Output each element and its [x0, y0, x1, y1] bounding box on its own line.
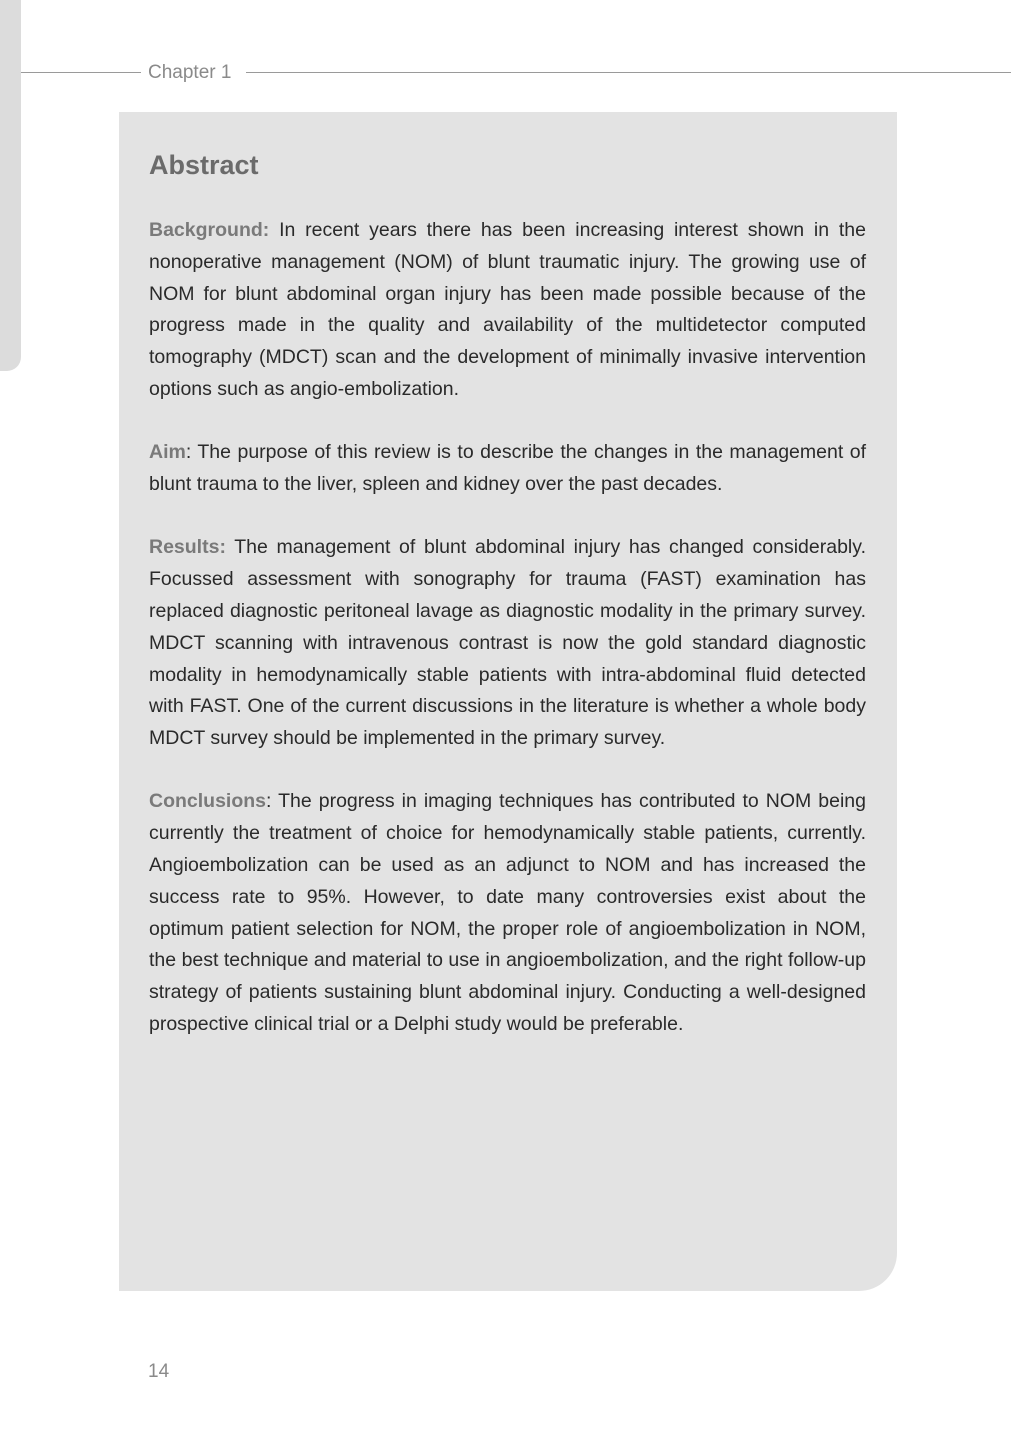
abstract-section-aim: [149, 437, 866, 501]
section-text-aim: : The purpose of this review is to describe the changes in the management of blunt trauma to the liver, spleen and kidney over the past decades.: [149, 441, 866, 496]
header-rule-left: [21, 72, 141, 73]
section-label-conclusions: Conclusions: [149, 790, 267, 813]
abstract-section-results: [149, 532, 866, 755]
abstract-title: Abstract: [149, 150, 259, 180]
abstract-section-conclusions: [149, 786, 866, 1040]
section-label-results: Results:: [149, 536, 226, 559]
section-text-results: The management of blunt abdominal injury has changed considerably. Focussed assessment with sonography for trauma (FAST) examination has replaced diagnostic peritoneal lavage as diagnostic modality in the primary survey. MDCT scanning with intravenous contrast is now the gold standard diagnostic modality in hemodynamically stable patients with intra-abdominal fluid detected with FAST. One of the current discussions in the literature is whether a whole body MDCT survey should be implemented in the primary survey.: [149, 536, 866, 750]
header-rule-right: [246, 72, 1011, 73]
section-text-background: In recent years there has been increasing interest shown in the nonoperative management (NOM) of blunt traumatic injury. The growing use of NOM for blunt abdominal organ injury has been made possible because of the progress made in the quality and availability of the multidetector computed tomography (MDCT) scan and the development of minimally invasive intervention options such as angio-embolization.: [149, 219, 866, 400]
page-number: 14: [148, 1361, 170, 1382]
side-tab: [0, 0, 21, 371]
abstract-box: [119, 112, 897, 1291]
abstract-section-background: [149, 215, 866, 406]
chapter-label: Chapter 1: [148, 62, 232, 83]
section-label-aim: Aim: [149, 441, 186, 464]
section-label-background: Background:: [149, 219, 270, 241]
section-text-conclusions: : The progress in imaging techniques has contributed to NOM being currently the treatment of choice for hemodynamically stable patients, currently. Angioembolization can be used as an adjunct to NOM and has increased the success rate to 95%. However, to date many controversies exist about the optimum patient selection for NOM, the proper role of angioembolization in NOM, the best technique and material to use in angioembolization, and the right follow-up strategy of patients sustaining blunt abdominal injury. Conducting a well-designed prospective clinical trial or a Delphi study would be preferable.: [149, 790, 866, 1036]
